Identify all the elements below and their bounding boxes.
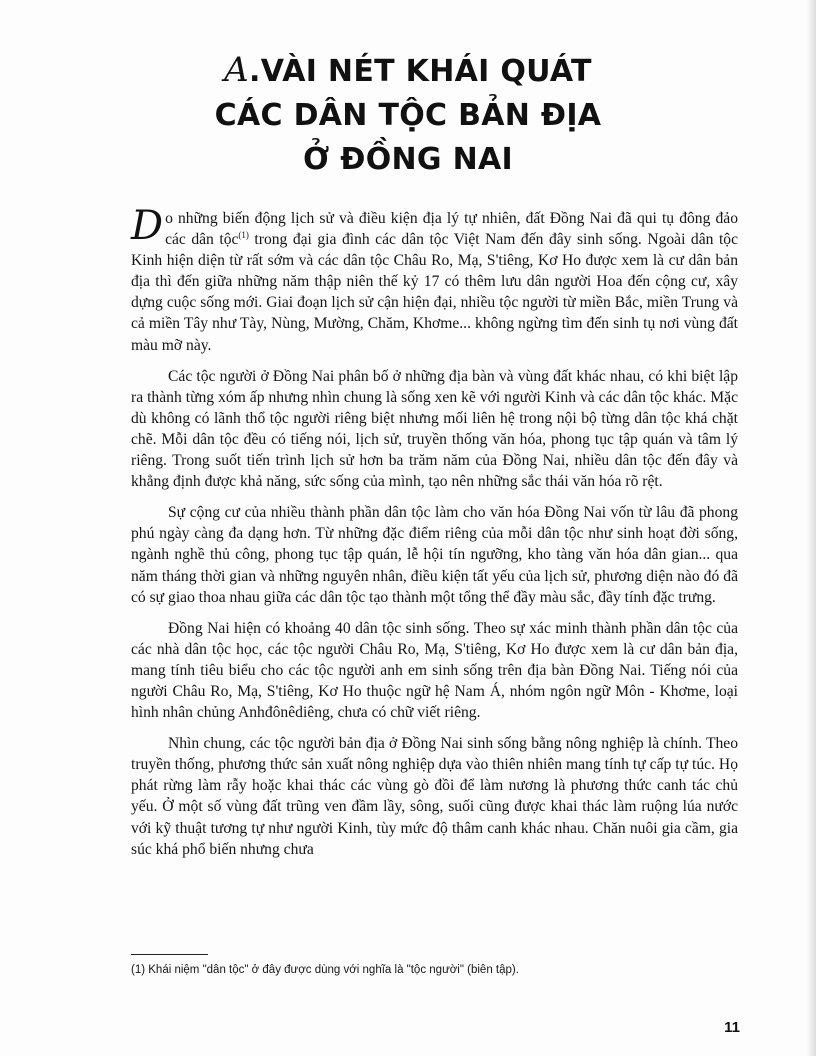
- footnote-divider: [131, 954, 208, 955]
- heading-line-3: Ở ĐỒNG NAI: [303, 142, 513, 177]
- paragraph-3: Sự cộng cư của nhiều thành phần dân tộc làm cho văn hóa Đồng Nai vốn từ lâu đã phong phú ngày càng đa dạng hơn. Từ những đặc điểm riêng của mỗi dân tộc như sinh hoạt đời sống, ngành nghề thủ công, phong tục tập quán, lễ hội tín ngưỡng, kho tàng văn hóa dân gian... qua năm tháng thời gian và những nguyên nhân, điều kiện tất yếu của lịch sử, phương diện nào đó đã có sự giao thoa nhau giữa các dân tộc tạo thành một tổng thể đầy màu sắc, đầy tính đặc trưng.: [131, 504, 738, 606]
- body-text: [131, 203, 738, 870]
- page-number: 11: [724, 1019, 740, 1036]
- paragraph-1-text-a: o những biến động lịch sử và điều kiện địa lý tự nhiên, đất Đồng Nai đã qui tụ đông đảo các dân tộc: [165, 210, 738, 249]
- page-edge-shadow: [806, 0, 816, 1056]
- heading-line-2: CÁC DÂN TỘC BẢN ĐỊA: [214, 98, 602, 133]
- paragraph-1: [131, 203, 738, 356]
- heading-initial: A: [224, 50, 250, 90]
- heading-line-1-text: .VÀI NÉT KHÁI QUÁT: [249, 54, 592, 89]
- heading-line-1: [150, 48, 666, 94]
- paragraph-4: Đồng Nai hiện có khoảng 40 dân tộc sinh sống. Theo sự xác minh thành phần dân tộc của các nhà dân tộc học, các tộc người Châu Ro, Mạ, S'tiêng, Kơ Ho được xem là cư dân bản địa, mang tính tiêu biểu cho các tộc người anh em sinh sống trên địa bàn Đồng Nai. Tiếng nói của người Châu Ro, Mạ, S'tiêng, Kơ Ho thuộc ngữ hệ Nam Á, nhóm ngôn ngữ Môn - Khơme, loại hình nhân chủng Anhđônêdiêng, chưa có chữ viết riêng.: [131, 619, 738, 722]
- paragraph-1-text-b: trong đại gia đình các dân tộc Việt Nam đến đây sinh sống. Ngoài dân tộc Kinh hiện diện từ rất sớm và các dân tộc Châu Ro, Mạ, S'tiêng, Kơ Ho được xem là cư dân bản địa thì đến giữa những năm thập niên thế kỷ 17 có thêm lưu dân người Hoa đến cộng cư, xây dựng cuộc sống mới. Giai đoạn lịch sử cận hiện đại, nhiều tộc người từ miền Bắc, miền Trung và cả miền Tây như Tày, Nùng, Mường, Chăm, Khơme... không ngừng tìm đến sinh tụ nơi vùng đất màu mỡ này.: [131, 231, 738, 354]
- drop-cap: D: [131, 203, 164, 249]
- chapter-heading: [150, 48, 666, 182]
- paragraph-2: Các tộc người ở Đồng Nai phân bố ở những địa bàn và vùng đất khác nhau, có khi biệt lập ra thành từng xóm ấp nhưng nhìn chung là sống xen kẽ với người Kinh và các dân tộc khác. Mặc dù không có lãnh thổ tộc người riêng biệt nhưng mối liên hệ trong nội bộ từng dân tộc khá chặt chẽ. Mỗi dân tộc đều có tiếng nói, lịch sử, truyền thống văn hóa, phong tục tập quán và tâm lý riêng. Trong suốt tiến trình lịch sử hơn ba trăm năm của Đồng Nai, nhiều dân tộc đến đây và khẳng định được khả năng, sức sống của mình, tạo nên những sắc thái văn hóa rõ rệt.: [131, 367, 738, 491]
- footnote-reference: (1): [238, 230, 249, 241]
- paragraph-5: Nhìn chung, các tộc người bản địa ở Đồng Nai sinh sống bằng nông nghiệp là chính. Theo truyền thống, phương thức sản xuất nông nghiệp dựa vào thiên nhiên mang tính tự cấp tự túc. Họ phát rừng làm rẫy hoặc khai thác các vùng gò đồi để làm nương là phương thức canh tác chủ yếu. Ở một số vùng đất trũng ven đầm lầy, sông, suối cũng được khai thác làm ruộng lúa nước với kỹ thuật tương tự như người Kinh, tùy mức độ thâm canh khác nhau. Chăn nuôi gia cầm, gia súc khá phổ biến nhưng chưa: [131, 735, 738, 858]
- footnote: (1) Khái niệm "dân tộc" ở đây được dùng với nghĩa là "tộc người" (biên tập).: [131, 964, 519, 976]
